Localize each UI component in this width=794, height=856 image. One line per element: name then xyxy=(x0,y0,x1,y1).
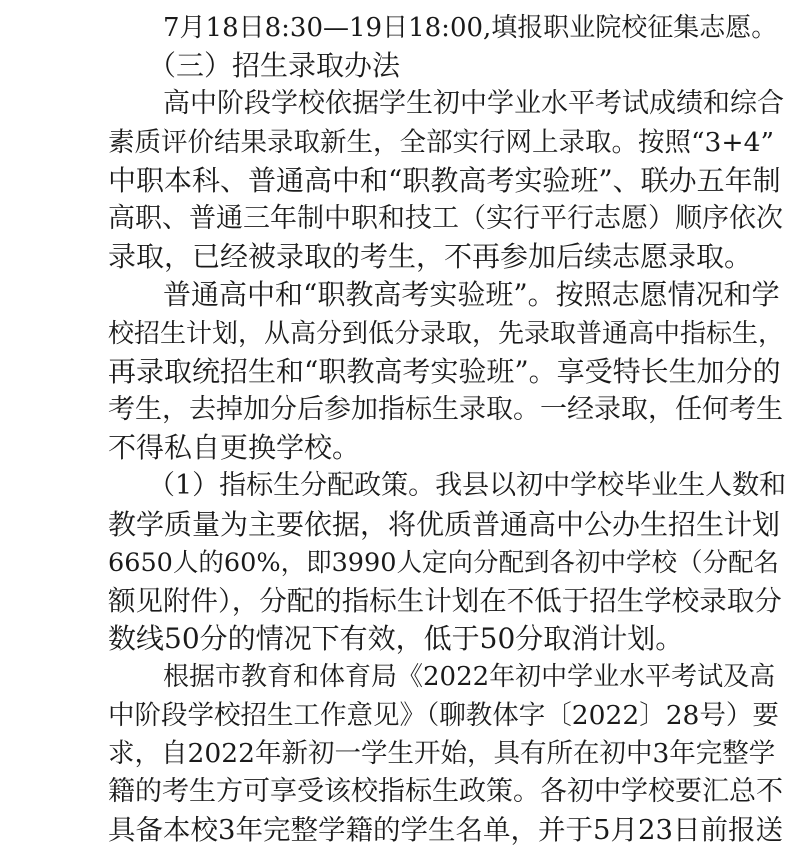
paragraph-line: 高职、普通三年制中职和技工（实行平行志愿）顺序依次 xyxy=(108,203,783,234)
paragraph-line: 额见附件），分配的指标生计划在不低于招生学校录取分 xyxy=(108,585,782,617)
paragraph-line: 不得私自更换学校。 xyxy=(108,431,361,465)
paragraph-line: 校招生计划，从高分到低分录取，先录取普通高中指标生， xyxy=(108,318,785,349)
paragraph-line: 考生，去掉加分后参加指标生录取。一经录取，任何考生 xyxy=(108,394,783,425)
paragraph-line: 6650人的60%，即3990人定向分配到各初中学校（分配名 xyxy=(108,547,779,578)
paragraph-line: 普通高中和“职教高考实验班”。按照志愿情况和学 xyxy=(163,278,780,312)
paragraph-line: 数线50分的情况下有效，低于50分取消计划。 xyxy=(108,622,684,656)
paragraph-line: 教学质量为主要依据，将优质普通高中公办生招生计划 xyxy=(108,507,781,541)
paragraph-line: 中阶段学校招生工作意见》（聊教体字〔2022〕28号）要 xyxy=(108,699,779,731)
paragraph-line: 根据市教育和体育局《2022年初中学业水平考试及高 xyxy=(163,662,776,693)
paragraph-line: 中职本科、普通高中和“职教高考实验班”、联办五年制 xyxy=(108,163,781,197)
text-line: 7月18日8:30—19日18:00,填报职业院校征集志愿。 xyxy=(163,13,778,43)
paragraph-line: 具备本校3年完整学籍的学生名单，并于5月23日前报送 xyxy=(108,814,783,847)
paragraph-line: （1）指标生分配政策。我县以初中学校毕业生人数和 xyxy=(148,470,787,502)
paragraph-line: 籍的考生方可享受该校指标生政策。各初中学校要汇总不 xyxy=(108,776,783,807)
paragraph-line: 高中阶段学校依据学生初中学业水平考试成绩和综合 xyxy=(163,88,784,120)
paragraph-line: 再录取统招生和“职教高考实验班”。享受特长生加分的 xyxy=(108,354,781,388)
section-heading: （三）招生录取办法 xyxy=(148,49,401,83)
paragraph-line: 求，自2022年新初一学生开始，具有所在初中3年完整学 xyxy=(108,737,776,769)
paragraph-line: 素质评价结果录取新生，全部实行网上录取。按照“3+4” xyxy=(108,126,775,158)
paragraph-line: 录取，已经被录取的考生，不再参加后续志愿录取。 xyxy=(108,240,753,274)
